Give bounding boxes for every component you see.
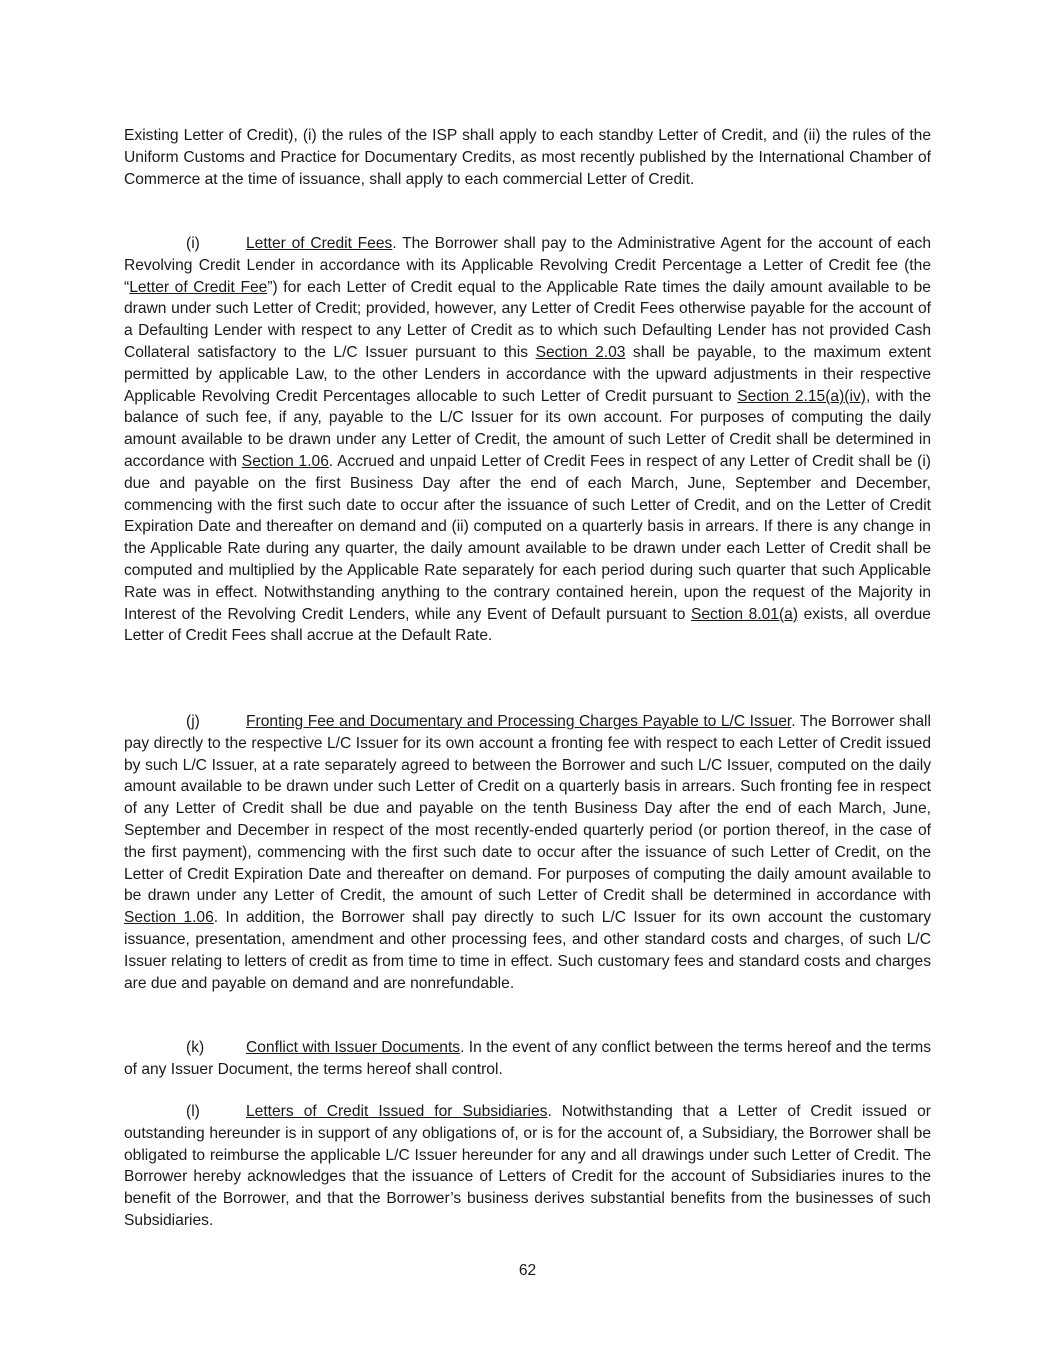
- section-ref-8-01-a: Section 8.01(a): [690, 605, 799, 623]
- paragraph-i-text-1: . The Borrower shall pay to the Administrative Agent for the account of each Revolving Credit Lender in accordance with its Applicable Revolving Credit Percentage a Letter of Credit fee (the “: [124, 235, 931, 296]
- section-ref-2-03: Section 2.03: [535, 343, 626, 361]
- paragraph-k-heading: Conflict with Issuer Documents: [246, 1039, 461, 1056]
- paragraph-l: [124, 1101, 931, 1232]
- paragraph-i-text-2: ”) for each Letter of Credit equal to the Applicable Rate times the daily amount available to be drawn under such Letter of Credit; provided, however, any Letter of Credit Fees otherwise payable for the account of a Defaulting Lender with respect to any Letter of Credit as to which such Defaulting Lender has not provided Cash Collateral satisfactory to the L/C Issuer pursuant to this: [124, 278, 931, 361]
- paragraph-i: [124, 233, 931, 647]
- paragraph-l-body: [124, 1101, 931, 1232]
- paragraph-i-marker: (i): [186, 235, 200, 252]
- paragraph-j-body: [124, 711, 931, 994]
- paragraph-j: [124, 711, 931, 994]
- paragraph-l-heading: Letters of Credit Issued for Subsidiaries: [246, 1103, 548, 1120]
- paragraph-j-text-2: . In addition, the Borrower shall pay directly to such L/C Issuer for its own account the customary issuance, presentation, amendment and other processing fees, and other standard costs and charges, of such L/C Issuer relating to letters of credit as from time to time in effect. Such customary fees and standard costs and charges are due and payable on demand and are nonrefundable.: [124, 909, 931, 992]
- paragraph-l-marker: (l): [186, 1103, 200, 1120]
- paragraph-k: [124, 1037, 931, 1081]
- defined-term-letter-of-credit-fee: Letter of Credit Fee: [129, 278, 268, 296]
- paragraph-i-text-5: . Accrued and unpaid Letter of Credit Fees in respect of any Letter of Credit shall be (i) due and payable on the first Business Day after the end of each March, June, September and December, commencing with the first such date to occur after the issuance of such Letter of Credit, and on the Letter of Credit Expiration Date and thereafter on demand and (ii) computed on a quarterly basis in arrears. If there is any change in the Applicable Rate during any quarter, the daily amount available to be drawn under each Letter of Credit shall be computed and multiplied by the Applicable Rate separately for each period during such quarter that such Applicable Rate was in effect. Notwithstanding anything to the contrary contained herein, upon the request of the Majority in Interest of the Revolving Credit Lenders, while any Event of Default pursuant to: [124, 452, 931, 623]
- paragraph-i-text-3: shall be payable, to the maximum extent permitted by applicable Law, to the other Lenders in accordance with the upward adjustments in their respective Applicable Revolving Credit Percentages allocable to such Letter of Credit pursuant to: [124, 343, 931, 405]
- paragraph-j-heading: Fronting Fee and Documentary and Processing Charges Payable to L/C Issuer: [246, 713, 792, 730]
- paragraph-k-marker: (k): [186, 1039, 205, 1056]
- paragraph-i-body: [124, 233, 931, 647]
- paragraph-j-marker: (j): [186, 713, 200, 730]
- paragraph-j-text-1: . The Borrower shall pay directly to the respective L/C Issuer for its own account a fronting fee with respect to each Letter of Credit issued by such L/C Issuer, at a rate separately agreed to between the Borrower and such L/C Issuer, computed on the daily amount available to be drawn under such Letter of Credit on a quarterly basis in arrears. Such fronting fee in respect of any Letter of Credit shall be due and payable on the tenth Business Day after the end of each March, June, September and December in respect of the most recently-ended quarterly period (or portion thereof, in the case of the first payment), commencing with the first such date to occur after the issuance of such Letter of Credit, on the Letter of Credit Expiration Date and thereafter on demand. For purposes of computing the daily amount available to be drawn under any Letter of Credit, the amount of such Letter of Credit shall be determined in accordance with: [124, 713, 931, 905]
- paragraph-i-text-4: , with the balance of such fee, if any, payable to the L/C Issuer for its own account. For purposes of computing the daily amount available to be drawn under any Letter of Credit, the amount of such Letter of Credit shall be determined in accordance with: [124, 387, 932, 470]
- section-ref-1-06: Section 1.06: [241, 452, 329, 470]
- page-number: 62: [518, 1262, 537, 1279]
- paragraph-l-text-1: . Notwithstanding that a Letter of Credit issued or outstanding hereunder is in support of any obligations of, or is for the account of, a Subsidiary, the Borrower shall be obligated to reimburse the applicable L/C Issuer hereunder for any and all drawings under such Letter of Credit. The Borrower hereby acknowledges that the issuance of Letters of Credit for the account of Subsidiaries inures to the benefit of the Borrower, and that the Borrower’s business derives substantial benefits from the businesses of such Subsidiaries.: [124, 1103, 931, 1229]
- section-ref-1-06-j: Section 1.06: [124, 909, 214, 927]
- paragraph-k-body: [124, 1037, 931, 1081]
- continuation-paragraph: [124, 125, 931, 190]
- continuation-text: Existing Letter of Credit), (i) the rules of the ISP shall apply to each standby Letter of Credit, and (ii) the rules of the Uniform Customs and Practice for Documentary Credits, as most recently published by the International Chamber of Commerce at the time of issuance, shall apply to each commercial Letter of Credit.: [124, 127, 931, 188]
- paragraph-k-text-1: . In the event of any conflict between the terms hereof and the terms of any Issuer Document, the terms hereof shall control.: [124, 1039, 931, 1078]
- paragraph-i-text-6: exists, all overdue Letter of Credit Fees shall accrue at the Default Rate.: [124, 605, 931, 645]
- paragraph-i-heading: Letter of Credit Fees: [246, 235, 393, 252]
- section-ref-2-15-a-iv: Section 2.15(a)(iv): [737, 387, 866, 405]
